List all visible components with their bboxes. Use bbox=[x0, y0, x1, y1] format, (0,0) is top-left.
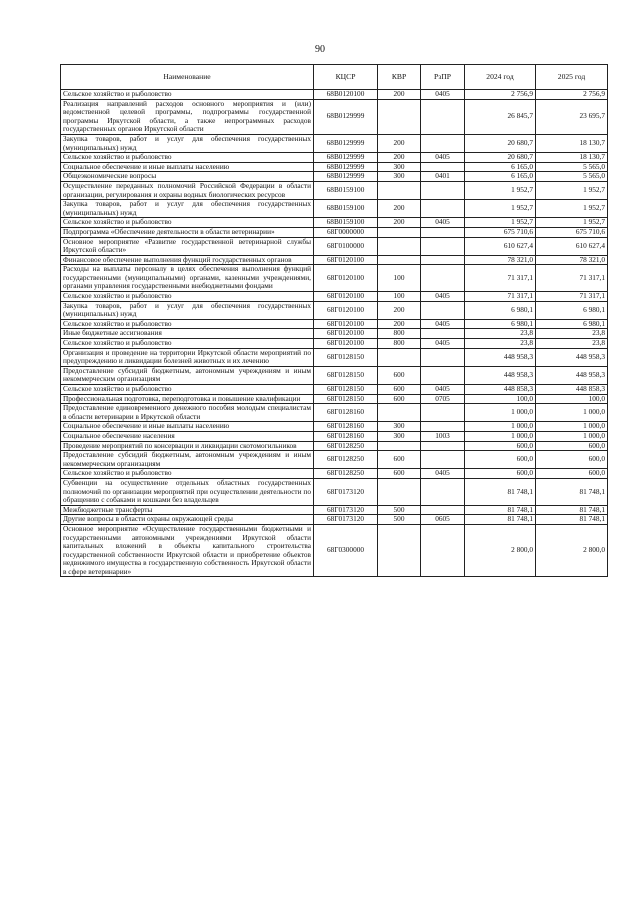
table-header-row bbox=[61, 65, 608, 90]
table-row bbox=[61, 134, 608, 152]
row-amount-2025: 81 748,1 bbox=[536, 505, 608, 515]
row-rzpr: 0405 bbox=[421, 339, 465, 349]
row-amount-2024: 1 000,0 bbox=[465, 431, 536, 441]
page-number: 90 bbox=[315, 44, 325, 55]
row-name: Другие вопросы в области охраны окружающей среды bbox=[61, 515, 314, 525]
row-rzpr bbox=[421, 227, 465, 237]
row-kcsr: 68Г0173120 bbox=[314, 505, 378, 515]
table-row bbox=[61, 227, 608, 237]
row-amount-2025: 81 748,1 bbox=[536, 478, 608, 505]
table-row bbox=[61, 162, 608, 172]
row-name: Сельское хозяйство и рыболовство bbox=[61, 385, 314, 395]
row-kcsr: 68В0159100 bbox=[314, 181, 378, 199]
row-kvr: 300 bbox=[378, 162, 421, 172]
row-kvr bbox=[378, 181, 421, 199]
row-kcsr: 68Г0300000 bbox=[314, 524, 378, 577]
row-amount-2025: 81 748,1 bbox=[536, 515, 608, 525]
row-amount-2025: 71 317,1 bbox=[536, 265, 608, 292]
row-kvr: 300 bbox=[378, 431, 421, 441]
row-amount-2024: 675 710,6 bbox=[465, 227, 536, 237]
row-kvr bbox=[378, 524, 421, 577]
table-row bbox=[61, 172, 608, 182]
row-kcsr: 68В0129999 bbox=[314, 172, 378, 182]
row-kcsr: 68Г0128150 bbox=[314, 348, 378, 366]
row-kvr bbox=[378, 441, 421, 451]
row-rzpr bbox=[421, 451, 465, 469]
row-name: Реализация направлений расходов основного мероприятия и (или) ведомственной целевой программы, подпрограммы государственной программы Иркутской области, а также непрограммных расходов государственных органов Иркутской области bbox=[61, 99, 314, 134]
row-kcsr: 68Г0173120 bbox=[314, 478, 378, 505]
row-name: Сельское хозяйство и рыболовство bbox=[61, 339, 314, 349]
row-name: Сельское хозяйство и рыболовство bbox=[61, 292, 314, 302]
row-amount-2025: 78 321,0 bbox=[536, 255, 608, 265]
row-amount-2024: 1 952,7 bbox=[465, 181, 536, 199]
row-kcsr: 68Г0128150 bbox=[314, 366, 378, 384]
row-rzpr: 0705 bbox=[421, 394, 465, 404]
row-kvr: 600 bbox=[378, 366, 421, 384]
row-amount-2025: 71 317,1 bbox=[536, 292, 608, 302]
row-amount-2024: 81 748,1 bbox=[465, 515, 536, 525]
row-kvr: 100 bbox=[378, 292, 421, 302]
row-kcsr: 68Г0128250 bbox=[314, 451, 378, 469]
row-kcsr: 68Г0128250 bbox=[314, 441, 378, 451]
row-kvr bbox=[378, 478, 421, 505]
row-kcsr: 68Г0000000 bbox=[314, 227, 378, 237]
row-rzpr: 0405 bbox=[421, 469, 465, 479]
row-amount-2025: 18 130,7 bbox=[536, 153, 608, 163]
row-name: Межбюджетные трансферты bbox=[61, 505, 314, 515]
row-kvr: 500 bbox=[378, 505, 421, 515]
row-name: Сельское хозяйство и рыболовство bbox=[61, 90, 314, 100]
table-row bbox=[61, 90, 608, 100]
table-row bbox=[61, 422, 608, 432]
row-amount-2024: 6 165,0 bbox=[465, 172, 536, 182]
row-amount-2024: 2 800,0 bbox=[465, 524, 536, 577]
header-name: Наименование bbox=[61, 65, 314, 90]
row-amount-2024: 1 952,7 bbox=[465, 218, 536, 228]
row-rzpr bbox=[421, 505, 465, 515]
row-amount-2025: 100,0 bbox=[536, 394, 608, 404]
row-rzpr: 0401 bbox=[421, 172, 465, 182]
row-name: Профессиональная подготовка, переподготовка и повышение квалификации bbox=[61, 394, 314, 404]
row-amount-2024: 1 952,7 bbox=[465, 200, 536, 218]
table-row bbox=[61, 348, 608, 366]
row-amount-2024: 6 165,0 bbox=[465, 162, 536, 172]
table-row bbox=[61, 339, 608, 349]
row-amount-2025: 5 565,0 bbox=[536, 172, 608, 182]
row-name: Сельское хозяйство и рыболовство bbox=[61, 218, 314, 228]
row-amount-2025: 1 000,0 bbox=[536, 404, 608, 422]
row-rzpr: 0405 bbox=[421, 292, 465, 302]
row-kvr: 200 bbox=[378, 134, 421, 152]
row-kcsr: 68Г0128160 bbox=[314, 422, 378, 432]
row-amount-2024: 2 756,9 bbox=[465, 90, 536, 100]
row-amount-2024: 610 627,4 bbox=[465, 237, 536, 255]
row-rzpr bbox=[421, 422, 465, 432]
table-row bbox=[61, 469, 608, 479]
row-amount-2025: 600,0 bbox=[536, 441, 608, 451]
row-kcsr: 68Г0120100 bbox=[314, 319, 378, 329]
table-row bbox=[61, 319, 608, 329]
row-kvr: 200 bbox=[378, 301, 421, 319]
row-kcsr: 68Г0128160 bbox=[314, 431, 378, 441]
table-row bbox=[61, 218, 608, 228]
table-body bbox=[61, 90, 608, 577]
row-amount-2025: 2 800,0 bbox=[536, 524, 608, 577]
row-amount-2024: 448 958,3 bbox=[465, 366, 536, 384]
table-row bbox=[61, 394, 608, 404]
row-amount-2024: 26 845,7 bbox=[465, 99, 536, 134]
row-kvr: 600 bbox=[378, 394, 421, 404]
row-rzpr bbox=[421, 134, 465, 152]
row-name: Проведение мероприятий по консервации и ликвидации скотомогильников bbox=[61, 441, 314, 451]
row-name: Основное мероприятие «Развитие государственной ветеринарной службы Иркутской области» bbox=[61, 237, 314, 255]
table-row bbox=[61, 431, 608, 441]
row-rzpr: 0405 bbox=[421, 385, 465, 395]
row-kvr bbox=[378, 99, 421, 134]
row-amount-2024: 71 317,1 bbox=[465, 292, 536, 302]
row-amount-2025: 1 952,7 bbox=[536, 181, 608, 199]
table-row bbox=[61, 181, 608, 199]
row-amount-2025: 1 000,0 bbox=[536, 431, 608, 441]
row-kcsr: 68Г0100000 bbox=[314, 237, 378, 255]
row-amount-2024: 81 748,1 bbox=[465, 505, 536, 515]
row-amount-2025: 610 627,4 bbox=[536, 237, 608, 255]
row-name: Социальное обеспечение и иные выплаты населению bbox=[61, 422, 314, 432]
row-kcsr: 68Г0120100 bbox=[314, 255, 378, 265]
row-kcsr: 68Г0128150 bbox=[314, 385, 378, 395]
row-name: Сельское хозяйство и рыболовство bbox=[61, 469, 314, 479]
header-rzpr: РзПР bbox=[421, 65, 465, 90]
row-amount-2025: 1 952,7 bbox=[536, 200, 608, 218]
row-amount-2024: 78 321,0 bbox=[465, 255, 536, 265]
row-amount-2024: 1 000,0 bbox=[465, 422, 536, 432]
row-rzpr bbox=[421, 162, 465, 172]
row-kcsr: 68Г0120100 bbox=[314, 339, 378, 349]
header-kcsr: КЦСР bbox=[314, 65, 378, 90]
row-kvr: 600 bbox=[378, 385, 421, 395]
row-rzpr bbox=[421, 329, 465, 339]
row-kvr: 300 bbox=[378, 422, 421, 432]
row-rzpr: 1003 bbox=[421, 431, 465, 441]
row-amount-2025: 600,0 bbox=[536, 451, 608, 469]
table-row bbox=[61, 200, 608, 218]
row-rzpr: 0405 bbox=[421, 218, 465, 228]
row-amount-2025: 1 952,7 bbox=[536, 218, 608, 228]
row-name: Социальное обеспечение населения bbox=[61, 431, 314, 441]
row-name: Расходы на выплаты персоналу в целях обеспечения выполнения функций государственными (муниципальными) органами, казенными учреждениями, органами управления государственными внебюджетными фондами bbox=[61, 265, 314, 292]
table-row bbox=[61, 237, 608, 255]
table-row bbox=[61, 385, 608, 395]
table-row bbox=[61, 451, 608, 469]
row-kcsr: 68Г0120100 bbox=[314, 301, 378, 319]
row-name: Иные бюджетные ассигнования bbox=[61, 329, 314, 339]
row-amount-2025: 1 000,0 bbox=[536, 422, 608, 432]
row-kvr: 200 bbox=[378, 319, 421, 329]
row-name: Финансовое обеспечение выполнения функций государственных органов bbox=[61, 255, 314, 265]
row-name: Организация и проведение на территории Иркутской области мероприятий по предупреждению и ликвидации болезней животных и их лечению bbox=[61, 348, 314, 366]
row-kvr bbox=[378, 227, 421, 237]
row-amount-2025: 600,0 bbox=[536, 469, 608, 479]
row-kvr bbox=[378, 404, 421, 422]
row-kvr bbox=[378, 348, 421, 366]
row-amount-2025: 23,8 bbox=[536, 329, 608, 339]
row-amount-2024: 81 748,1 bbox=[465, 478, 536, 505]
row-name: Предоставление единовременного денежного пособия молодым специалистам в области ветеринарии в Иркутской области bbox=[61, 404, 314, 422]
row-amount-2024: 600,0 bbox=[465, 469, 536, 479]
row-amount-2024: 23,8 bbox=[465, 339, 536, 349]
table-row bbox=[61, 99, 608, 134]
row-amount-2025: 448 958,3 bbox=[536, 348, 608, 366]
row-kvr: 300 bbox=[378, 172, 421, 182]
row-kvr: 200 bbox=[378, 218, 421, 228]
row-amount-2024: 6 980,1 bbox=[465, 319, 536, 329]
row-kcsr: 68Г0128250 bbox=[314, 469, 378, 479]
row-name: Сельское хозяйство и рыболовство bbox=[61, 319, 314, 329]
row-kcsr: 68В0159100 bbox=[314, 200, 378, 218]
row-amount-2024: 600,0 bbox=[465, 441, 536, 451]
budget-table bbox=[60, 64, 608, 577]
row-name: Общеэкономические вопросы bbox=[61, 172, 314, 182]
row-rzpr bbox=[421, 99, 465, 134]
row-kvr: 200 bbox=[378, 153, 421, 163]
row-name: Социальное обеспечение и иные выплаты населению bbox=[61, 162, 314, 172]
row-amount-2024: 1 000,0 bbox=[465, 404, 536, 422]
row-kvr bbox=[378, 237, 421, 255]
row-amount-2024: 20 680,7 bbox=[465, 134, 536, 152]
row-kcsr: 68Г0120100 bbox=[314, 292, 378, 302]
row-amount-2025: 23 695,7 bbox=[536, 99, 608, 134]
row-name: Закупка товаров, работ и услуг для обеспечения государственных (муниципальных) нужд bbox=[61, 134, 314, 152]
row-rzpr bbox=[421, 348, 465, 366]
row-kcsr: 68Г0120100 bbox=[314, 265, 378, 292]
table-row bbox=[61, 478, 608, 505]
row-amount-2024: 23,8 bbox=[465, 329, 536, 339]
row-amount-2025: 23,8 bbox=[536, 339, 608, 349]
row-kvr: 800 bbox=[378, 329, 421, 339]
row-name: Субвенции на осуществление отдельных областных государственных полномочий по организации мероприятий при осуществлении деятельности по обращению с собаками и кошками без владельцев bbox=[61, 478, 314, 505]
row-amount-2025: 6 980,1 bbox=[536, 301, 608, 319]
table-row bbox=[61, 153, 608, 163]
row-kcsr: 68В0129999 bbox=[314, 153, 378, 163]
row-kvr: 200 bbox=[378, 90, 421, 100]
row-rzpr: 0605 bbox=[421, 515, 465, 525]
table-row bbox=[61, 329, 608, 339]
header-year-2025: 2025 год bbox=[536, 65, 608, 90]
row-rzpr: 0405 bbox=[421, 319, 465, 329]
table-row bbox=[61, 265, 608, 292]
row-rzpr bbox=[421, 181, 465, 199]
row-rzpr bbox=[421, 301, 465, 319]
row-kvr: 200 bbox=[378, 200, 421, 218]
row-kcsr: 68В0129999 bbox=[314, 162, 378, 172]
table-row bbox=[61, 255, 608, 265]
table-row bbox=[61, 404, 608, 422]
row-amount-2024: 100,0 bbox=[465, 394, 536, 404]
header-year-2024: 2024 год bbox=[465, 65, 536, 90]
row-name: Подпрограмма «Обеспечение деятельности в области ветеринарии» bbox=[61, 227, 314, 237]
row-amount-2025: 448 858,3 bbox=[536, 385, 608, 395]
row-kvr: 500 bbox=[378, 515, 421, 525]
row-name: Предоставление субсидий бюджетным, автономным учреждениям и иным некоммерческим организациям bbox=[61, 451, 314, 469]
table-row bbox=[61, 505, 608, 515]
table-row bbox=[61, 524, 608, 577]
row-kvr: 600 bbox=[378, 451, 421, 469]
row-name: Сельское хозяйство и рыболовство bbox=[61, 153, 314, 163]
row-kvr bbox=[378, 255, 421, 265]
row-rzpr bbox=[421, 237, 465, 255]
row-name: Закупка товаров, работ и услуг для обеспечения государственных (муниципальных) нужд bbox=[61, 301, 314, 319]
row-kcsr: 68Г0173120 bbox=[314, 515, 378, 525]
table-row bbox=[61, 366, 608, 384]
row-amount-2024: 20 680,7 bbox=[465, 153, 536, 163]
row-kvr: 600 bbox=[378, 469, 421, 479]
row-amount-2024: 600,0 bbox=[465, 451, 536, 469]
row-name: Предоставление субсидий бюджетным, автономным учреждениям и иным некоммерческим организациям bbox=[61, 366, 314, 384]
table-row bbox=[61, 301, 608, 319]
row-kcsr: 68Г0128150 bbox=[314, 394, 378, 404]
row-kcsr: 68Г0128160 bbox=[314, 404, 378, 422]
table-row bbox=[61, 292, 608, 302]
row-rzpr bbox=[421, 255, 465, 265]
row-name: Основное мероприятие «Осуществление государственными бюджетными и государственными автономными учреждениями Иркутской области капитальных вложений в объекты капитального строительства государственной собственности Иркутской области и приобретение объектов недвижимого имущества в государственную собственность Иркутской области в сфере ветеринарии» bbox=[61, 524, 314, 577]
table-row bbox=[61, 515, 608, 525]
row-amount-2025: 2 756,9 bbox=[536, 90, 608, 100]
row-rzpr bbox=[421, 200, 465, 218]
row-rzpr bbox=[421, 524, 465, 577]
row-kvr: 100 bbox=[378, 265, 421, 292]
row-amount-2025: 448 958,3 bbox=[536, 366, 608, 384]
row-amount-2024: 448 958,3 bbox=[465, 348, 536, 366]
row-rzpr bbox=[421, 404, 465, 422]
row-amount-2025: 5 565,0 bbox=[536, 162, 608, 172]
row-rzpr: 0405 bbox=[421, 90, 465, 100]
row-kcsr: 68В0129999 bbox=[314, 99, 378, 134]
row-amount-2024: 71 317,1 bbox=[465, 265, 536, 292]
header-kvr: КВР bbox=[378, 65, 421, 90]
row-kcsr: 68В0120100 bbox=[314, 90, 378, 100]
row-rzpr: 0405 bbox=[421, 153, 465, 163]
table-row bbox=[61, 441, 608, 451]
row-name: Осуществление переданных полномочий Российской Федерации в области организации, регулирования и охраны водных биологических ресурсов bbox=[61, 181, 314, 199]
row-amount-2025: 6 980,1 bbox=[536, 319, 608, 329]
row-rzpr bbox=[421, 265, 465, 292]
row-amount-2025: 18 130,7 bbox=[536, 134, 608, 152]
row-amount-2024: 448 858,3 bbox=[465, 385, 536, 395]
row-kcsr: 68В0129999 bbox=[314, 134, 378, 152]
row-kvr: 800 bbox=[378, 339, 421, 349]
row-rzpr bbox=[421, 478, 465, 505]
row-rzpr bbox=[421, 441, 465, 451]
row-amount-2025: 675 710,6 bbox=[536, 227, 608, 237]
row-name: Закупка товаров, работ и услуг для обеспечения государственных (муниципальных) нужд bbox=[61, 200, 314, 218]
row-amount-2024: 6 980,1 bbox=[465, 301, 536, 319]
row-kcsr: 68Г0120100 bbox=[314, 329, 378, 339]
row-rzpr bbox=[421, 366, 465, 384]
row-kcsr: 68В0159100 bbox=[314, 218, 378, 228]
